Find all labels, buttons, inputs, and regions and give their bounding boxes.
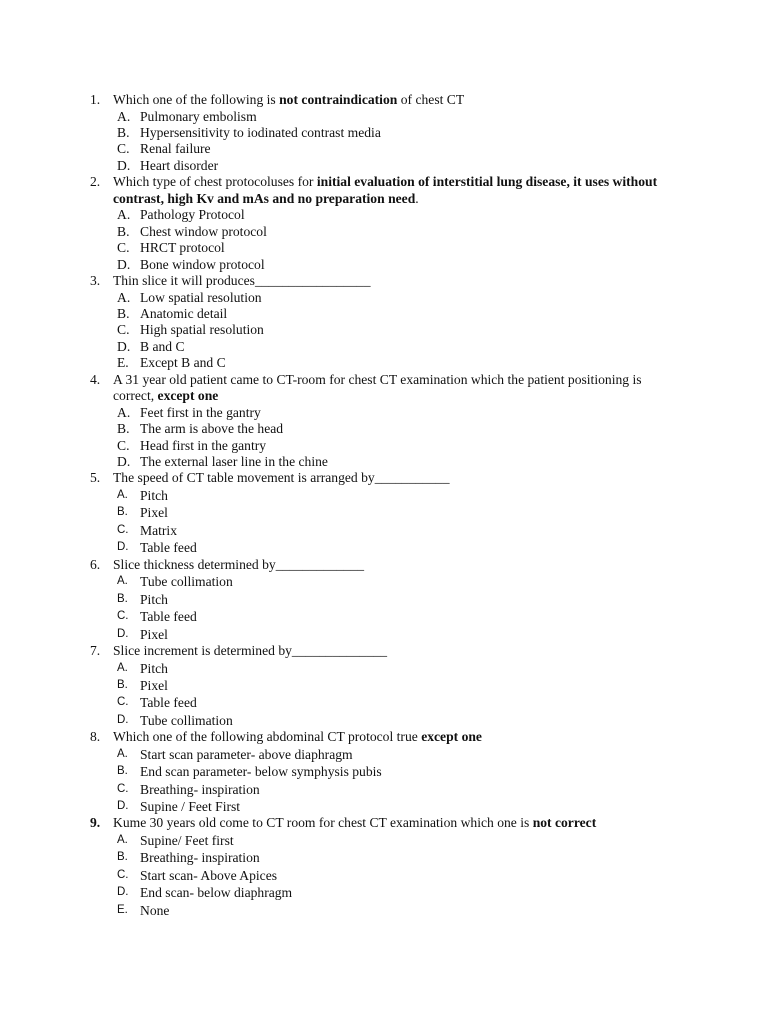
- option-letter: A.: [117, 661, 128, 674]
- option-text: Table feed: [140, 695, 197, 711]
- option-2-a: [0, 207, 768, 223]
- question-text-segment: Thin slice it will produces_________________: [113, 273, 371, 289]
- option-7-d: [0, 712, 768, 729]
- option-letter: A.: [117, 575, 128, 588]
- question-text-emphasis: not correct: [532, 815, 597, 831]
- question-2: [0, 174, 768, 273]
- option-4-d: [0, 454, 768, 470]
- option-9-c: [0, 867, 768, 884]
- option-letter: B.: [117, 125, 130, 140]
- option-1-a: [0, 109, 768, 125]
- option-1-c: [0, 141, 768, 157]
- option-text: The arm is above the head: [140, 421, 284, 437]
- option-7-a: [0, 660, 768, 677]
- option-text: None: [140, 902, 170, 918]
- option-text: Breathing- inspiration: [140, 850, 260, 866]
- option-text: Bone window protocol: [140, 256, 265, 272]
- option-letter: E.: [117, 903, 128, 916]
- question-number: 4.: [90, 371, 101, 387]
- option-letter: A.: [117, 404, 131, 420]
- option-text: HRCT protocol: [140, 240, 225, 256]
- question-text-segment: Kume 30 years old come to CT room for chest CT examination which one is: [113, 815, 533, 831]
- option-8-c: [0, 781, 768, 798]
- option-1-d: [0, 158, 768, 174]
- option-text: Anatomic detail: [140, 306, 228, 322]
- question-text-segment: .: [415, 190, 419, 206]
- question-text: [0, 372, 768, 405]
- option-letter: C.: [117, 141, 130, 157]
- option-9-b: [0, 849, 768, 866]
- question-4: [0, 372, 768, 471]
- option-3-d: [0, 339, 768, 355]
- question-text: [0, 273, 768, 290]
- option-text: Heart disorder: [140, 157, 219, 173]
- question-text: [0, 174, 768, 207]
- question-number: 1.: [90, 92, 101, 107]
- option-letter: B.: [117, 306, 130, 322]
- question-text-segment: Slice thickness determined by_____________: [113, 556, 365, 572]
- option-letter: A.: [117, 489, 128, 502]
- option-letter: A.: [117, 833, 128, 846]
- option-8-d: [0, 798, 768, 815]
- question-list: [0, 92, 768, 919]
- question-text: [0, 815, 768, 832]
- option-text: End scan parameter- below symphysis pubis: [140, 764, 382, 780]
- option-4-b: [0, 421, 768, 437]
- option-letter: D.: [117, 454, 131, 470]
- option-text: Tube collimation: [140, 574, 233, 590]
- question-number: 5.: [90, 470, 101, 486]
- option-letter: C.: [117, 696, 129, 709]
- option-letter: C.: [117, 240, 130, 256]
- option-5-d: [0, 539, 768, 556]
- option-4-c: [0, 438, 768, 454]
- question-text: [0, 557, 768, 574]
- option-text: High spatial resolution: [140, 322, 264, 338]
- option-letter: A.: [117, 108, 131, 124]
- option-8-b: [0, 763, 768, 780]
- question-1: [0, 92, 768, 174]
- option-3-c: [0, 322, 768, 338]
- option-text: Pitch: [140, 660, 168, 676]
- option-3-e: [0, 355, 768, 371]
- option-text: Pixel: [140, 626, 168, 642]
- option-letter: E.: [117, 355, 129, 371]
- option-text: Table feed: [140, 540, 197, 556]
- option-letter: C.: [117, 322, 130, 338]
- option-5-c: [0, 522, 768, 539]
- option-text: Pathology Protocol: [140, 207, 245, 223]
- option-text: Head first in the gantry: [140, 437, 267, 453]
- question-6: [0, 557, 768, 643]
- question-text-segment: Which one of the following abdominal CT protocol true: [113, 729, 422, 745]
- option-letter: A.: [117, 289, 131, 305]
- option-5-a: [0, 487, 768, 504]
- option-3-a: [0, 290, 768, 306]
- option-7-b: [0, 677, 768, 694]
- question-text-segment: Which type of chest protocoluses for: [113, 174, 317, 190]
- question-number: 7.: [90, 642, 101, 658]
- question-text-segment: Slice increment is determined by______________: [113, 642, 388, 658]
- question-text-emphasis: except one: [421, 729, 482, 745]
- option-letter: D.: [117, 627, 129, 640]
- option-letter: C.: [117, 610, 129, 623]
- option-letter: C.: [117, 523, 129, 536]
- question-3: [0, 273, 768, 372]
- question-text-segment: The speed of CT table movement is arranged by___________: [113, 470, 450, 486]
- question-8: [0, 729, 768, 815]
- option-5-b: [0, 504, 768, 521]
- question-number: 8.: [90, 729, 101, 745]
- option-6-c: [0, 608, 768, 625]
- option-letter: A.: [117, 747, 128, 760]
- option-text: Low spatial resolution: [140, 289, 262, 305]
- option-text: Supine/ Feet first: [140, 832, 234, 848]
- question-text-emphasis: initial evaluation of interstitial lung disease, it uses without contrast, high Kv and mAs and no preparation need: [113, 174, 658, 206]
- option-letter: D.: [117, 256, 131, 272]
- question-text-segment: of chest CT: [397, 92, 465, 107]
- option-8-a: [0, 746, 768, 763]
- option-text: The external laser line in the chine: [140, 454, 328, 470]
- option-text: Supine / Feet First: [140, 798, 241, 814]
- option-letter: B.: [117, 678, 128, 691]
- option-letter: C.: [117, 782, 129, 795]
- question-5: [0, 470, 768, 556]
- option-text: B and C: [140, 338, 185, 354]
- option-letter: A.: [117, 207, 131, 223]
- option-3-b: [0, 306, 768, 322]
- option-2-d: [0, 257, 768, 273]
- option-text: Renal failure: [140, 141, 211, 157]
- option-letter: D.: [117, 338, 131, 354]
- option-text: Pixel: [140, 677, 168, 693]
- question-text-emphasis: not contraindication: [279, 92, 398, 107]
- question-text-segment: Which one of the following is: [113, 92, 280, 107]
- option-text: Pitch: [140, 488, 168, 504]
- question-text: [0, 729, 768, 746]
- option-letter: B.: [117, 765, 128, 778]
- option-text: Hypersensitivity to iodinated contrast media: [140, 125, 381, 140]
- option-letter: B.: [117, 421, 130, 437]
- question-number: 2.: [90, 174, 101, 190]
- option-text: Start scan parameter- above diaphragm: [140, 746, 353, 762]
- question-text: [0, 92, 768, 109]
- option-text: Pitch: [140, 591, 168, 607]
- option-7-c: [0, 694, 768, 711]
- question-text-segment: A 31 year old patient came to CT-room for chest CT examination which the patient positioning is correct,: [113, 371, 642, 404]
- option-letter: D.: [117, 157, 131, 173]
- option-2-c: [0, 240, 768, 256]
- option-text: Breathing- inspiration: [140, 781, 260, 797]
- question-number: 3.: [90, 273, 101, 289]
- option-9-a: [0, 832, 768, 849]
- option-text: Feet first in the gantry: [140, 404, 261, 420]
- option-2-b: [0, 224, 768, 240]
- option-text: Except B and C: [140, 355, 226, 371]
- option-4-a: [0, 405, 768, 421]
- option-6-a: [0, 573, 768, 590]
- question-number: 9.: [90, 815, 101, 831]
- option-letter: C.: [117, 437, 130, 453]
- question-9: [0, 815, 768, 919]
- question-text: [0, 643, 768, 660]
- option-text: Tube collimation: [140, 712, 233, 728]
- option-text: Matrix: [140, 522, 177, 538]
- option-text: Table feed: [140, 609, 197, 625]
- question-text-emphasis: except one: [157, 388, 219, 404]
- option-9-d: [0, 884, 768, 901]
- option-1-b: [0, 125, 768, 141]
- option-letter: D.: [117, 886, 129, 899]
- option-letter: D.: [117, 713, 129, 726]
- option-letter: B.: [117, 223, 130, 239]
- option-letter: B.: [117, 592, 128, 605]
- option-text: Pixel: [140, 505, 168, 521]
- option-6-d: [0, 626, 768, 643]
- option-letter: B.: [117, 506, 128, 519]
- option-text: Chest window protocol: [140, 223, 267, 239]
- option-text: Pulmonary embolism: [140, 108, 257, 124]
- option-text: End scan- below diaphragm: [140, 885, 293, 901]
- question-text: [0, 470, 768, 487]
- option-6-b: [0, 591, 768, 608]
- option-letter: C.: [117, 868, 129, 881]
- option-text: Start scan- Above Apices: [140, 867, 278, 883]
- option-9-e: [0, 902, 768, 919]
- question-number: 6.: [90, 556, 101, 572]
- option-letter: B.: [117, 851, 128, 864]
- question-7: [0, 643, 768, 729]
- option-letter: D.: [117, 541, 129, 554]
- option-letter: D.: [117, 799, 129, 812]
